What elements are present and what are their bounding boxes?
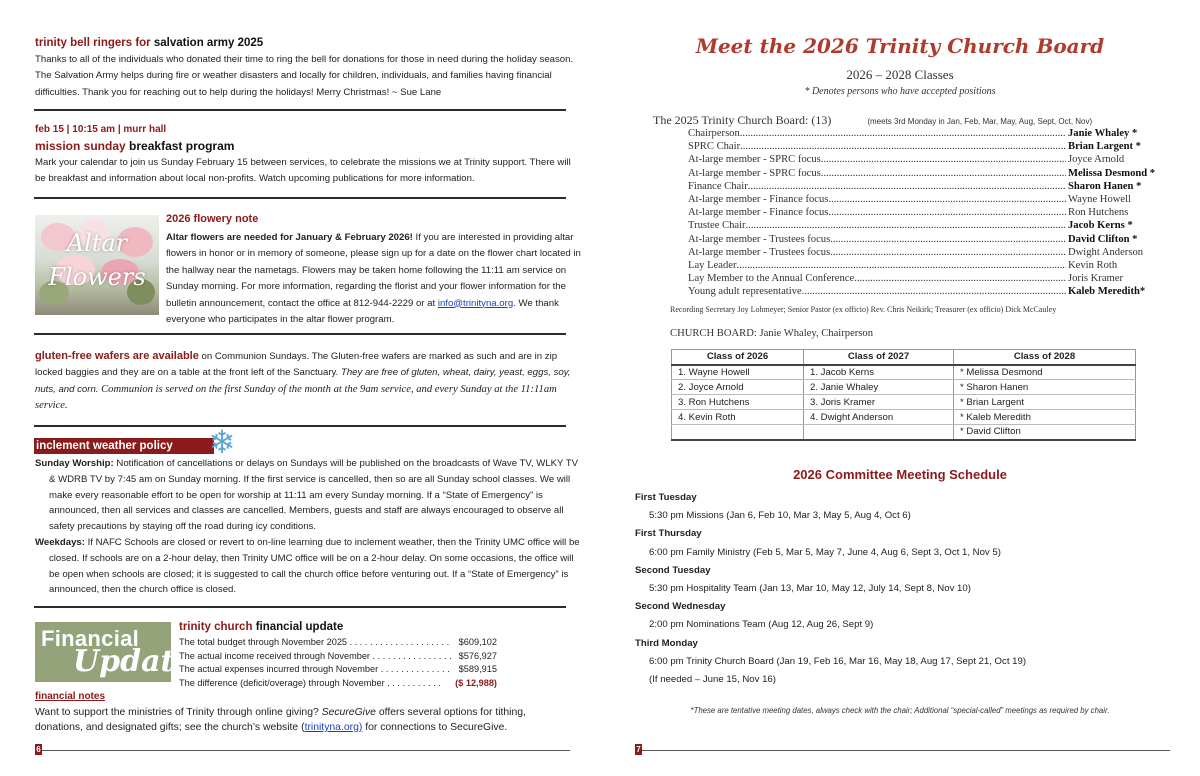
church-board-chair: CHURCH BOARD: Janie Whaley, Chairperson bbox=[670, 328, 874, 339]
financial-update-image: Financial Update bbox=[35, 622, 171, 682]
mission-heading: mission sunday breakfast program bbox=[35, 139, 235, 153]
table-row bbox=[672, 395, 1136, 410]
office-email-link[interactable]: info@trinityna.org bbox=[437, 297, 514, 309]
table-cell: * Brian Largent bbox=[954, 395, 1136, 410]
board-role: At-large member - Finance focus bbox=[688, 207, 829, 219]
leader-dots bbox=[740, 127, 1066, 140]
flowers-word: Flowers bbox=[48, 263, 146, 291]
board-member: Ron Hutchens bbox=[1068, 207, 1129, 219]
section-divider bbox=[34, 606, 566, 608]
financial-table bbox=[179, 636, 497, 690]
schedule-meeting: 5:30 pm Missions (Jan 6, Feb 10, Mar 3, May 5, Aug 4, Oct 6) bbox=[649, 510, 911, 522]
board-role: Finance Chair bbox=[688, 180, 748, 192]
footer-line bbox=[42, 750, 570, 751]
table-cell: * Sharon Hanen bbox=[954, 380, 1136, 395]
board-member: Kevin Roth bbox=[1068, 260, 1118, 272]
table-row bbox=[672, 365, 1136, 380]
board-role: Trustee Chair bbox=[688, 220, 746, 232]
board-role: SPRC Chair bbox=[688, 141, 741, 153]
board-row bbox=[688, 219, 1168, 232]
board-role: Young adult representative bbox=[688, 286, 802, 298]
board-row bbox=[688, 180, 1168, 193]
board-role: Lay Member to the Annual Conference bbox=[688, 273, 855, 285]
board-role: At-large member - Finance focus bbox=[688, 194, 829, 206]
financial-notes-text: Want to support the ministries of Trinity through online giving? SecureGive offers several options for tithing, donations, and designated gifts; see the church’s website (trinityna.org) for connections to SecureGive. bbox=[35, 707, 526, 733]
leader-dots bbox=[740, 140, 1066, 153]
financial-row: The actual expenses incurred through November . . . . . . . . . . . . . . $589,915 bbox=[179, 664, 497, 675]
board-member: Wayne Howell bbox=[1068, 194, 1131, 206]
page-number: 7 bbox=[636, 745, 641, 754]
board-member: Joris Kramer bbox=[1068, 273, 1124, 285]
footer-line bbox=[642, 750, 1170, 751]
schedule-meeting: 2:00 pm Nominations Team (Aug 12, Aug 26, Sept 9) bbox=[649, 619, 874, 631]
table-cell: 1. Jacob Kerns bbox=[804, 365, 954, 380]
flowery-text: Altar flowers are needed for January & February 2026! If you are interested in providing altar flowers in honor or in memory of someone, please sign up for a date on the flower chart located in the hallway near the nametags. Flowers may be taken home following the 11:11 am service on Sunday morning. For more information, regarding the florist and your flower information for the bulletin announcement, contact the office at 812-944-2229 or at info@trinityna.org. We thank everyone who participates in the altar flower program. bbox=[166, 232, 581, 326]
board-role: Lay Leader bbox=[688, 260, 737, 272]
schedule-day: First Tuesday bbox=[635, 492, 697, 503]
leader-dots bbox=[828, 206, 1066, 219]
column-header: Class of 2028 bbox=[954, 350, 1136, 365]
board-member: Brian Largent * bbox=[1068, 141, 1141, 153]
board-row bbox=[688, 285, 1168, 298]
column-header: Class of 2026 bbox=[672, 350, 804, 365]
board-row bbox=[688, 246, 1168, 259]
financial-heading: trinity church financial update bbox=[179, 621, 344, 633]
leader-dots bbox=[828, 193, 1066, 206]
mission-text: Mark your calendar to join us Sunday February 15 between services, to celebrate the missions we at Trinity support. There will be breakfast and information about local non-profits. Watch upcoming publications for more information. bbox=[35, 157, 571, 185]
board-member: Dwight Anderson bbox=[1068, 246, 1144, 258]
board-row bbox=[688, 272, 1168, 285]
meeting-schedule bbox=[635, 489, 1175, 689]
gluten-free-text: gluten-free wafers are available on Communion Sundays. The Gluten-free wafers are marked as such and are in zip locked baggies and they are on a table at the front left of the Sanctuary. They are free of gluten, wheat, dairy, yeast, eggs, soy, nuts, and corn. Communion is served on the first Sunday of the month at the 9am service, and every Sunday at the 11:11am service. bbox=[35, 350, 571, 412]
schedule-meeting: (If needed – June 15, Nov 16) bbox=[649, 673, 776, 685]
section-divider bbox=[34, 333, 566, 335]
financial-row: The total budget through November 2025 . . . . . . . . . . . . . . . . . . . . $609,102 bbox=[179, 637, 497, 647]
board-role: At-large member - SPRC focus bbox=[688, 167, 821, 179]
board-row bbox=[688, 167, 1168, 180]
leader-dots bbox=[821, 167, 1066, 180]
schedule-meeting: 5:30 pm Hospitality Team (Jan 13, Mar 10, May 12, July 14, Sept 8, Nov 10) bbox=[649, 582, 971, 594]
classes-table bbox=[671, 349, 1136, 441]
schedule-day: Second Tuesday bbox=[635, 564, 711, 576]
board-row bbox=[688, 140, 1168, 153]
section-divider bbox=[34, 197, 566, 199]
board-row bbox=[688, 153, 1168, 166]
page-title: Meet the 2026 Trinity Church Board bbox=[695, 34, 1105, 58]
column-header: Class of 2027 bbox=[804, 350, 954, 365]
board-row bbox=[688, 193, 1168, 206]
table-cell: * Melissa Desmond bbox=[954, 365, 1136, 380]
schedule-day: Second Wednesday bbox=[635, 601, 726, 613]
section-divider bbox=[34, 109, 566, 111]
leader-dots bbox=[830, 233, 1066, 246]
board-row bbox=[688, 206, 1168, 219]
table-cell: 3. Ron Hutchens bbox=[672, 395, 804, 410]
financial-row: The actual income received through November . . . . . . . . . . . . . . . . $576,927 bbox=[179, 650, 497, 661]
board-list bbox=[688, 127, 1168, 299]
table-cell: 2. Joyce Arnold bbox=[672, 380, 804, 395]
bell-ringers-text: Thanks to all of the individuals who donated their time to ring the bell for donations for those in need during the holiday season. The Salvation Army helps during fire or weather disasters and locally for children, individuals, and families having financial difficulties. Thank you for reaching out to help during the holidays! Merry Christmas! ~ Sue Lane bbox=[35, 54, 574, 98]
table-cell: 2. Janie Whaley bbox=[804, 380, 954, 395]
table-row bbox=[672, 410, 1136, 425]
leader-dots bbox=[854, 272, 1066, 285]
board-member: Kaleb Meredith* bbox=[1068, 286, 1146, 298]
altar-word: Altar bbox=[66, 229, 128, 257]
flowery-heading: 2026 flowery note bbox=[166, 213, 259, 225]
table-cell: * Kaleb Meredith bbox=[954, 410, 1136, 425]
weather-heading: inclement weather policy bbox=[34, 438, 214, 454]
table-cell bbox=[672, 425, 804, 440]
board-row bbox=[688, 259, 1168, 272]
schedule-title: 2026 Committee Meeting Schedule bbox=[793, 467, 1007, 482]
leader-dots bbox=[737, 259, 1066, 272]
table-cell: 4. Dwight Anderson bbox=[804, 410, 954, 425]
table-cell: 4. Kevin Roth bbox=[672, 410, 804, 425]
altar-flowers-image bbox=[35, 215, 159, 315]
board-member: David Clifton * bbox=[1068, 233, 1138, 245]
board-member: Jacob Kerns * bbox=[1068, 220, 1133, 232]
board-role: At-large member - SPRC focus bbox=[688, 154, 821, 166]
section-divider bbox=[34, 425, 566, 427]
board-member: Melissa Desmond * bbox=[1068, 167, 1156, 179]
snowflake-icon: ❄ bbox=[208, 424, 236, 460]
mission-meta: feb 15 | 10:15 am | murr hall bbox=[35, 124, 167, 135]
board-member: Sharon Hanen * bbox=[1068, 180, 1142, 192]
table-cell: * David Clifton bbox=[954, 425, 1136, 440]
weather-text: Sunday Worship: Notification of cancellations or delays on Sundays will be published on the broadcasts of Wave TV, WLKY TV & WDRB TV by 7:45 am on Sunday morning. If the first service is cancelled, then so are all Sunday school classes. We will make every reasonable effort to be open for worship at 11:11 am every Sunday morning. If a “State of Emergency” is announced, then all services and classes are cancelled. Members, guests and staff are always encouraged to observe all safety precautions by staying off the road during icy conditions. Weekdays: If NAFC Schools are closed or revert to on-line learning due to inclement weather, then the Trinity UMC office will be closed. If schools are on a 2-hour delay, then Trinity UMC office will be on a 2-hour delay. On some occasions, the office will be open when schools are closed; it is suggested to call the church office before venturing out. If a “State of Emergency” is announced, then the church office is closed. bbox=[35, 458, 580, 596]
website-link[interactable]: trinityna.org) bbox=[304, 722, 363, 733]
bell-ringers-heading: trinity bell ringers for salvation army 2025 bbox=[35, 37, 264, 49]
board-member: Janie Whaley * bbox=[1068, 128, 1138, 139]
board-row bbox=[688, 233, 1168, 246]
financial-row: The difference (deficit/overage) through November . . . . . . . . . . . ($ 12,988) bbox=[179, 677, 497, 688]
board-role: At-large member - Trustees focus bbox=[688, 246, 831, 258]
schedule-footnote: *These are tentative meeting dates, always check with the chair; Additional “special-called” meetings as required by chair. bbox=[690, 706, 1110, 715]
schedule-day: First Thursday bbox=[635, 528, 702, 540]
board-role: At-large member - Trustees focus bbox=[688, 233, 831, 245]
board-role: Chairperson bbox=[688, 128, 740, 139]
page-number: 6 bbox=[36, 745, 41, 754]
classes-subtitle: 2026 – 2028 Classes bbox=[846, 67, 954, 82]
table-header-row bbox=[672, 350, 1136, 365]
table-cell: 1. Wayne Howell bbox=[672, 365, 804, 380]
table-cell: 3. Joris Kramer bbox=[804, 395, 954, 410]
accepted-note: * Denotes persons who have accepted positions bbox=[804, 86, 996, 97]
recording-secretary: Recording Secretary Joy Lohmeyer; Senior Pastor (ex officio) Rev. Chris Neikirk; Treasurer (ex officio) Dick McCauley bbox=[670, 305, 1057, 314]
financial-notes-heading: financial notes bbox=[35, 691, 106, 702]
leader-dots bbox=[748, 180, 1066, 193]
board-row bbox=[688, 127, 1168, 140]
table-row bbox=[672, 425, 1136, 440]
leader-dots bbox=[746, 219, 1066, 232]
schedule-meeting: 6:00 pm Trinity Church Board (Jan 19, Feb 16, Mar 16, May 18, Aug 17, Sept 21, Oct 19) bbox=[649, 655, 1027, 667]
schedule-meeting: 6:00 pm Family Ministry (Feb 5, Mar 5, May 7, June 4, Aug 6, Sept 3, Oct 1, Nov 5) bbox=[649, 546, 1001, 558]
leader-dots bbox=[802, 285, 1066, 298]
table-cell bbox=[804, 425, 954, 440]
board-heading: The 2025 Trinity Church Board: (13) (meets 3rd Monday in Jan, Feb, Mar, May, Aug, Sept, Oct, Nov) bbox=[653, 113, 1093, 127]
board-member: Joyce Arnold bbox=[1068, 154, 1125, 166]
leader-dots bbox=[821, 153, 1066, 166]
schedule-day: Third Monday bbox=[635, 637, 698, 649]
leader-dots bbox=[830, 246, 1066, 259]
table-row bbox=[672, 380, 1136, 395]
